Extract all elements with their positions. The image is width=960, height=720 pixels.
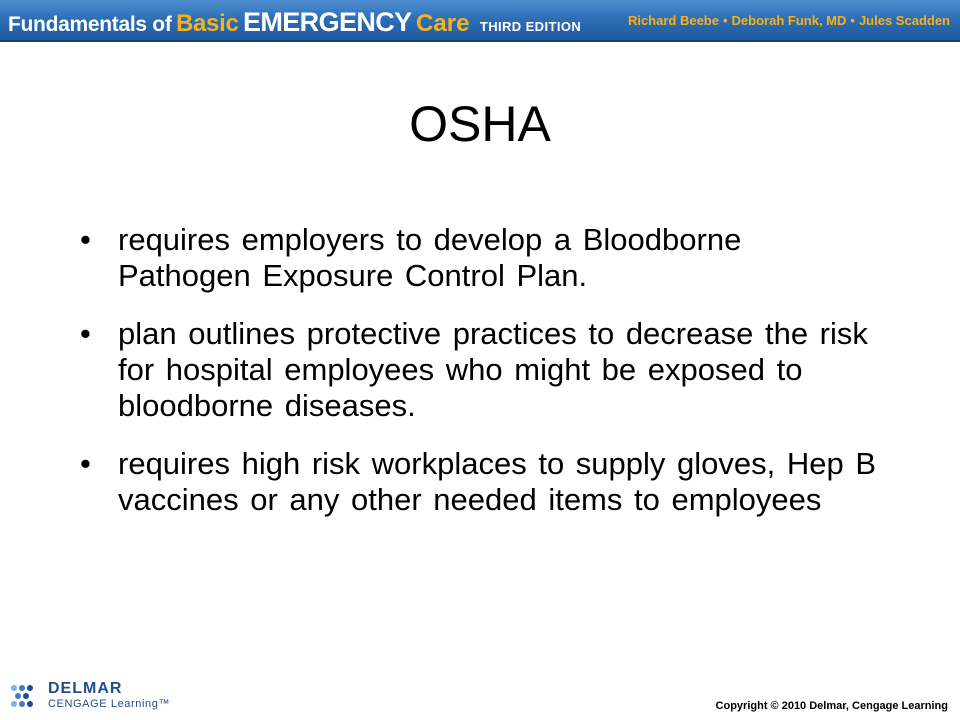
copyright-notice: Copyright © 2010 Delmar, Cengage Learning bbox=[715, 700, 948, 712]
logo-cengage-text: CENGAGE Learning™ bbox=[48, 698, 171, 710]
slide-title: OSHA bbox=[409, 96, 551, 152]
banner-emergency: EMERGENCY bbox=[242, 7, 412, 37]
author-separator: • bbox=[722, 13, 728, 28]
author-separator: • bbox=[850, 13, 855, 28]
author-name: Richard Beebe bbox=[627, 13, 719, 28]
delmar-logo-icon bbox=[8, 682, 44, 710]
author-name: Deborah Funk, MD bbox=[731, 13, 847, 28]
author-name: Jules Scadden bbox=[858, 13, 950, 28]
banner-authors bbox=[628, 13, 950, 28]
bullet-item bbox=[80, 222, 880, 294]
bullet-icon: • bbox=[80, 222, 91, 257]
bullet-text: plan outlines protective practices to decrease the risk for hospital employees who might be exposed to bloodborne diseases. bbox=[118, 316, 868, 423]
book-title bbox=[8, 7, 581, 38]
banner-fundamentals: Fundamentals of bbox=[8, 13, 172, 36]
bullet-text: requires employers to develop a Bloodborne Pathogen Exposure Control Plan. bbox=[118, 222, 742, 293]
bullet-icon: • bbox=[80, 316, 91, 351]
banner-edition: THIRD EDITION bbox=[479, 19, 582, 34]
bullet-list bbox=[80, 222, 880, 540]
bullet-item bbox=[80, 446, 880, 518]
bullet-icon: • bbox=[80, 446, 91, 481]
bullet-item bbox=[80, 316, 880, 424]
banner-basic: Basic bbox=[175, 10, 239, 37]
bullet-text: requires high risk workplaces to supply gloves, Hep B vaccines or any other needed items to employees bbox=[118, 446, 877, 517]
logo-delmar-text: DELMAR bbox=[48, 680, 123, 697]
banner-care: Care bbox=[416, 10, 470, 37]
header-banner bbox=[0, 0, 960, 42]
publisher-logo bbox=[8, 678, 188, 714]
